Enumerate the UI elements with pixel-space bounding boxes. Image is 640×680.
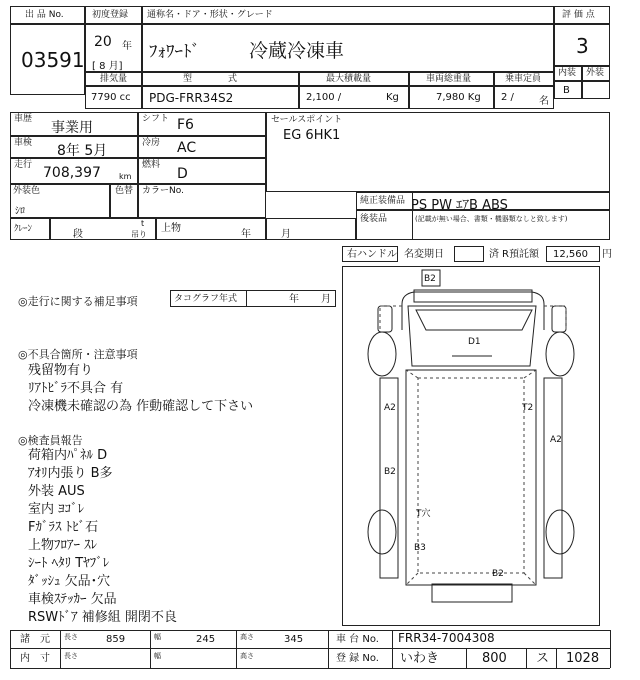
cargo-inner (418, 378, 524, 573)
displacement: 7790 cc (91, 92, 131, 103)
lot-label-cell (10, 6, 85, 24)
dimensions-label: 諸 元 (20, 634, 50, 645)
inspector-item: RSWﾄﾞｱ 補修組 開閉不良 (28, 610, 177, 625)
shift-label: シフト (142, 114, 170, 124)
model-code: PDG-FRR34S2 (149, 91, 234, 105)
rear-left-wheel (368, 510, 396, 554)
reg-month: [ 8 月] (92, 61, 123, 72)
history-label: 車歴 (14, 114, 33, 124)
max-load-unit: Kg (386, 92, 399, 103)
footer-col-2 (150, 630, 151, 668)
shift: F6 (177, 117, 194, 133)
displacement-label: 排気量 (100, 74, 128, 84)
aftermarket-label: 後装品 (360, 214, 388, 224)
upper-label: 上物 (161, 223, 181, 234)
tachograph-month: 月 (321, 294, 331, 305)
inspector-item: 上物ﾌﾛｱｰ ｽﾚ (28, 538, 98, 553)
right-side-panel (544, 378, 562, 578)
inspector-item: 車検ｽﾃｯｶｰ 欠品 (28, 592, 117, 607)
capacity: 2 / (501, 92, 514, 103)
score-label-cell (554, 6, 610, 24)
defects-header: ◎不具合箇所・注意事項 (18, 348, 138, 361)
sales-point-text: EG 6HK1 (283, 128, 341, 143)
ac: AC (177, 140, 197, 156)
right-mirror (552, 306, 566, 332)
inspector-item: ｼｰﾄ ﾍﾀﾘ Tﾔﾌﾞﾚ (28, 556, 110, 571)
defect-item: 残留物有り (28, 363, 94, 378)
mileage: 708,397 (43, 165, 101, 181)
reg-label-cell (85, 6, 142, 24)
inspector-item: 室内 ﾖｺﾞﾚ (28, 502, 85, 517)
fuel: D (177, 166, 188, 182)
inspector-item: 荷箱内ﾊﾟﾈﾙ D (28, 448, 108, 463)
damage-mark: A2 (384, 403, 396, 413)
damage-mark: B2 (384, 467, 396, 477)
sales-point-label: セールスポイント (271, 115, 343, 125)
displacement-cell (85, 86, 142, 109)
max-load-cell (299, 86, 409, 109)
plate-class: 800 (482, 651, 507, 666)
color-change-label: 色替 (115, 186, 134, 196)
displacement-label-cell (85, 72, 142, 86)
interior-grade-label: 内装 (558, 68, 577, 78)
inspector-item: 外装 AUS (28, 484, 85, 499)
equipment-cell (356, 192, 610, 213)
max-load: 2,100 / (306, 92, 342, 103)
tachograph-divider (246, 290, 247, 307)
rear-right-wheel (546, 510, 574, 554)
history: 事業用 (51, 120, 93, 136)
inspector-item: ｱｵﾘ内張り B多 (28, 466, 113, 481)
recycle-label: R預託額 (502, 249, 539, 260)
damage-mark: T2 (522, 403, 534, 413)
interior-grade-cell (554, 81, 582, 99)
damage-mark: B2 (492, 569, 504, 579)
capacity-label: 乗車定員 (505, 74, 542, 84)
damage-mark: D1 (468, 337, 481, 347)
capacity-cell (494, 86, 554, 109)
color-code-cell (138, 184, 266, 218)
recycle-unit: 円 (602, 249, 612, 260)
upper-year: 年 (241, 229, 251, 240)
name-change-label: 名変期日 (404, 249, 444, 260)
driving-notes-header: ◎走行に関する補足事項 (18, 295, 138, 308)
score-label: 評 価 点 (562, 10, 595, 20)
reg-year-unit: 年 (122, 41, 132, 52)
aftermarket-cell (356, 210, 610, 240)
gvw-label-cell (409, 72, 494, 86)
footer-left-edge (10, 630, 11, 668)
capacity-label-cell (494, 72, 554, 86)
height-label: 高さ (240, 633, 254, 641)
truck-damage-diagram (342, 266, 600, 626)
ext-color-cell (10, 184, 110, 218)
lot-number-cell (10, 24, 85, 95)
ac-label: 冷房 (142, 138, 161, 148)
damage-mark: A2 (550, 435, 562, 445)
reg-year: 20 (94, 34, 112, 50)
fuel-label: 燃料 (142, 160, 161, 170)
inner-length-label: 長さ (64, 652, 78, 660)
inspector-item: ﾀﾞｯｼｭ 欠品･穴 (28, 574, 111, 589)
inspection-cell (10, 136, 138, 158)
model-code-label: 型 式 (183, 74, 238, 84)
car-name: ﾌｫﾜｰﾄﾞ (149, 42, 200, 62)
footer-top-line (10, 630, 610, 631)
footer-col-4 (328, 630, 329, 668)
width-label: 幅 (154, 633, 161, 641)
first-registration-label: 初度登録 (92, 10, 129, 20)
defect-item: ﾘｱﾄﾋﾞﾗ不具合 有 (28, 381, 124, 396)
chassis-label: 車 台 No. (336, 634, 379, 645)
inner-dimensions-label: 内 寸 (20, 653, 50, 664)
crane-ton-unit: t (141, 219, 145, 228)
history-cell (10, 112, 138, 136)
width-value: 245 (196, 634, 216, 645)
body-type: 冷蔵冷凍車 (249, 40, 345, 62)
tachograph-label: タコグラフ年式 (174, 294, 238, 304)
upper-month: 月 (281, 229, 291, 240)
inspector-item: Fｶﾞﾗｽ ﾄﾋﾞ石 (28, 520, 99, 535)
inspection-label: 車検 (14, 138, 33, 148)
equipment-items: PS PW ｴｱB ABS (411, 198, 508, 213)
footer-right-edge (610, 630, 611, 668)
capacity-unit: 名 (539, 96, 549, 107)
inner-height-label: 高さ (240, 652, 254, 660)
color-code-label: カラーNo. (142, 186, 184, 196)
lot-number: 03591 (21, 48, 85, 72)
gvw: 7,980 Kg (436, 92, 481, 103)
defect-item: 冷凍機未確認の為 作動確認して下さい (28, 399, 254, 414)
crane-label-cell (10, 218, 50, 240)
mileage-label: 走行 (14, 160, 33, 170)
exterior-label-cell (582, 66, 610, 81)
shift-cell (138, 112, 266, 136)
front-left-wheel (368, 332, 396, 376)
model-header: 通称名・ドア・形状・グレード (147, 10, 273, 20)
registration-label: 登 録 No. (336, 653, 379, 664)
recycle-paid: 済 (489, 249, 499, 260)
rear-door (432, 584, 512, 602)
score: 3 (576, 34, 589, 58)
plate-divider-3 (556, 648, 557, 668)
inspector-report-header: ◎検査員報告 (18, 434, 83, 447)
model-header-cell (142, 6, 554, 24)
max-load-label-cell (299, 72, 409, 86)
year-cell (85, 24, 142, 72)
aftermarket-note: (記載が無い場合、書類・機器類なしと致します) (415, 215, 568, 223)
handle-cell (342, 246, 398, 262)
equipment-label: 純正装備品 (360, 196, 406, 206)
sales-point-cell (266, 112, 610, 192)
max-load-label: 最大積載量 (326, 74, 372, 84)
damage-mark: T穴 (416, 509, 431, 519)
plate-region: いわき (400, 651, 440, 666)
inspection: 8年 5月 (57, 143, 108, 159)
color-change-cell (110, 184, 138, 218)
diagram-frame (343, 267, 600, 626)
inner-width-label: 幅 (154, 652, 161, 660)
crane-lift: 吊り (131, 230, 147, 239)
crane-cell (50, 218, 156, 240)
footer-col-5 (392, 630, 393, 668)
footer-col-1 (60, 630, 61, 668)
damage-mark: B3 (414, 543, 426, 553)
crane-stage: 段 (73, 229, 83, 240)
model-label-cell (142, 72, 299, 86)
score-cell (554, 24, 610, 66)
footer-col-3 (236, 630, 237, 668)
gvw-label: 車両総重量 (426, 74, 472, 84)
ext-color-label: 外装色 (13, 186, 41, 196)
gvw-cell (409, 86, 494, 109)
recycle-amount: 12,560 (553, 249, 588, 260)
plate-divider-2 (526, 648, 527, 668)
footer-mid-line (10, 648, 610, 649)
model-code-cell (142, 86, 299, 109)
tachograph-cell (170, 290, 336, 307)
length-label: 長さ (64, 633, 78, 641)
name-change-box (454, 246, 484, 262)
exterior-grade-label: 外装 (586, 68, 605, 78)
exterior-grade-cell (582, 81, 610, 99)
recycle-amount-cell (546, 246, 600, 262)
lot-label: 出 品 No. (25, 10, 64, 20)
crane-label: ｸﾚｰﾝ (14, 224, 33, 234)
cab-roof (408, 306, 536, 366)
length-value: 859 (106, 634, 126, 645)
height-value: 345 (284, 634, 304, 645)
mileage-unit: km (119, 172, 132, 181)
car-name-cell (142, 24, 554, 72)
handle-side: 右ハンドル (347, 249, 397, 260)
damage-mark: B2 (424, 274, 436, 284)
plate-kana: ス (536, 651, 550, 666)
tachograph-year: 年 (289, 294, 299, 305)
ext-color: ｼﾛ (15, 206, 25, 217)
front-right-wheel (546, 332, 574, 376)
mileage-cell (10, 158, 138, 184)
interior-grade: B (563, 85, 570, 96)
plate-divider-1 (466, 648, 467, 668)
chassis-number: FRR34-7004308 (398, 631, 495, 645)
ac-cell (138, 136, 266, 158)
upper-month-cell (266, 218, 356, 240)
interior-label-cell (554, 66, 582, 81)
footer-bottom-line (10, 668, 610, 669)
plate-number: 1028 (566, 651, 600, 666)
windshield (416, 310, 532, 330)
fuel-cell (138, 158, 266, 184)
upper-cell (156, 218, 266, 240)
